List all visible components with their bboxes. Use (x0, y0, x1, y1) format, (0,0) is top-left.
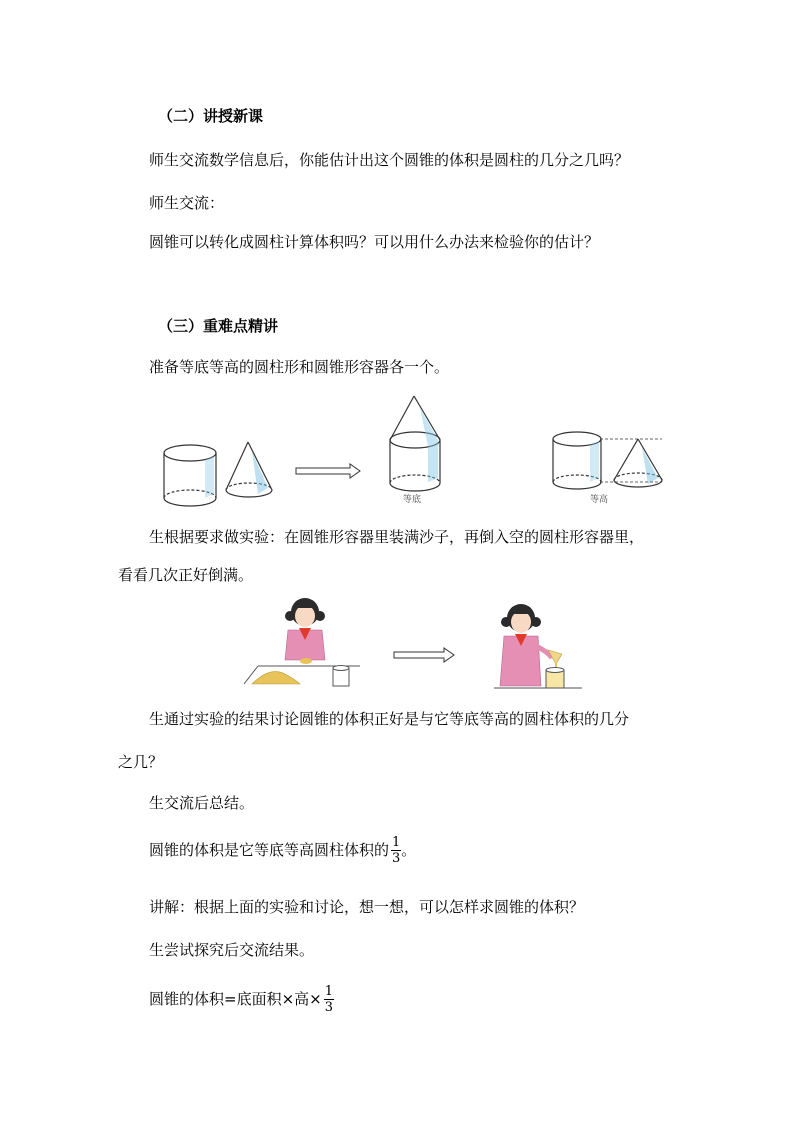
cone-on-cylinder-shape (390, 396, 440, 491)
paragraph-continued: 看看几次正好倒满。 (118, 566, 254, 584)
paragraph: 师生交流数学信息后，你能估计出这个圆锥的体积是圆柱的几分之几吗？ (149, 151, 630, 169)
cylinder-shape (164, 445, 216, 506)
cone-shape (226, 442, 272, 497)
section-heading-two: （二）讲授新课 (158, 107, 264, 125)
volume-ratio-statement (149, 831, 416, 869)
fraction-numerator: 1 (324, 984, 333, 999)
paragraph: 师生交流： (149, 194, 225, 212)
paragraph-continued: 之几？ (118, 753, 164, 771)
label-same-height: 等高 (590, 495, 609, 505)
paragraph: 讲解：根据上面的实验和讨论，想一想，可以怎样求圆锥的体积？ (149, 898, 585, 916)
girl-scooping-sand (244, 598, 360, 686)
paragraph: 生通过实验的结果讨论圆锥的体积正好是与它等底等高的圆柱体积的几分 (149, 710, 630, 728)
arrow-right-icon (296, 464, 360, 478)
paragraph: 圆锥可以转化成圆柱计算体积吗？可以用什么办法来检验你的估计？ (149, 233, 600, 251)
paragraph: 生尝试探究后交流结果。 (149, 941, 315, 959)
fraction-one-third (391, 835, 401, 866)
paragraph: 生根据要求做实验：在圆锥形容器里装满沙子，再倒入空的圆柱形容器里， (149, 528, 645, 546)
cone-volume-formula (149, 979, 334, 1019)
paragraph: 生交流后总结。 (149, 794, 255, 812)
label-same-base: 等底 (403, 495, 422, 505)
fraction-numerator: 1 (392, 835, 401, 850)
formula-text: 圆锥的体积=底面积×高× (149, 990, 322, 1008)
same-height-shapes (553, 432, 662, 489)
girl-pouring-sand (494, 604, 582, 688)
statement-text: 圆锥的体积是它等底等高圆柱体积的 (149, 841, 390, 859)
arrow-right-icon (394, 648, 454, 662)
experiment-illustration (0, 594, 794, 694)
fraction-denominator: 3 (324, 1000, 333, 1015)
cylinder-cone-figure (0, 390, 794, 520)
fraction-one-third (324, 984, 334, 1015)
statement-suffix: 。 (401, 841, 417, 859)
fraction-denominator: 3 (392, 851, 401, 866)
paragraph: 准备等底等高的圆柱形和圆锥形容器各一个。 (149, 358, 450, 376)
section-heading-three: （三）重难点精讲 (158, 317, 279, 335)
